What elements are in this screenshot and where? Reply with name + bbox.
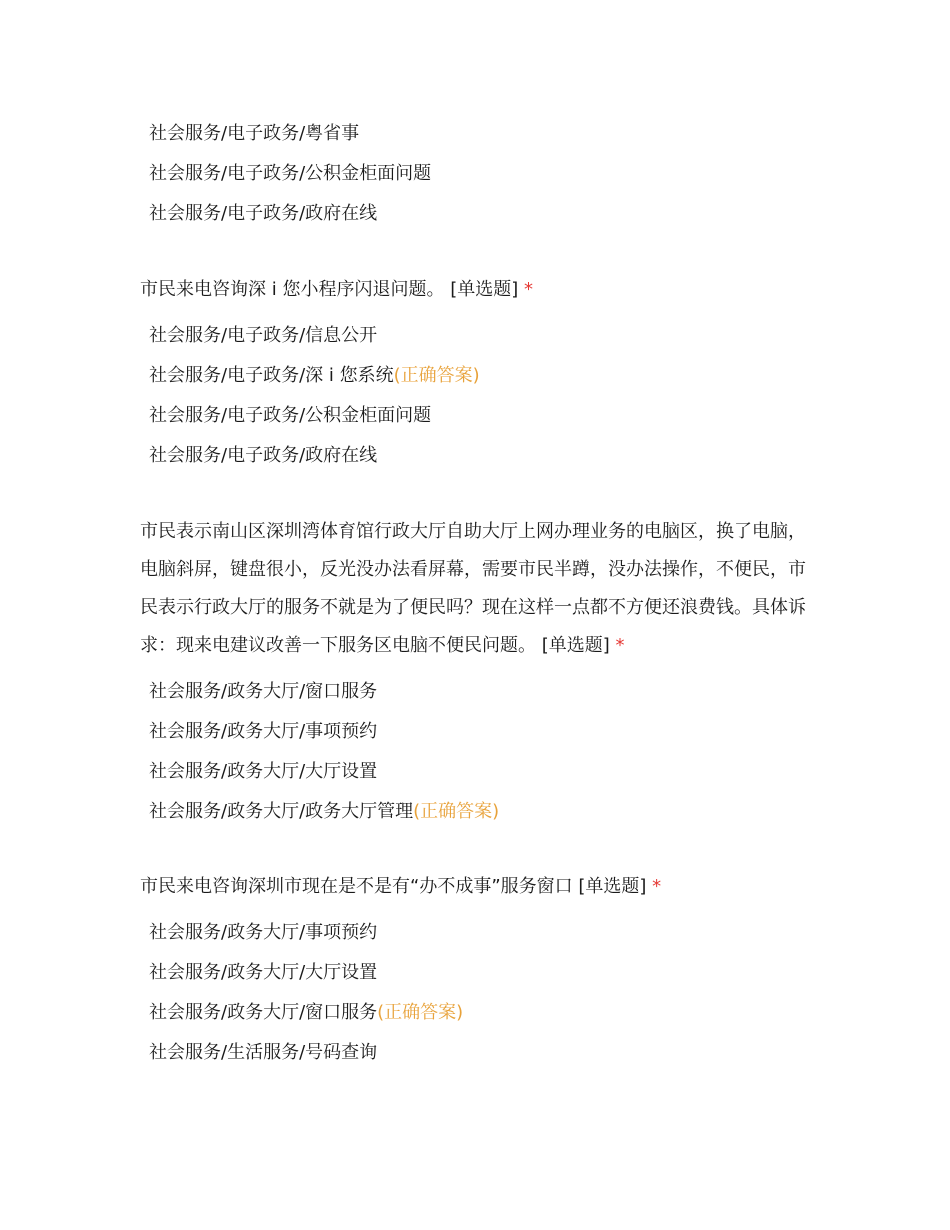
option-label: 社会服务/政务大厅/事项预约 — [149, 721, 378, 742]
correct-answer-tag: (正确答案) — [413, 801, 500, 822]
option-item — [0, 672, 499, 712]
option-item — [0, 154, 431, 194]
required-mark: * — [523, 279, 533, 300]
question-type: [单选题] — [541, 635, 610, 656]
option-label: 社会服务/政务大厅/窗口服务 — [149, 1002, 378, 1023]
option-item — [0, 953, 463, 993]
option-item — [0, 1033, 463, 1073]
question-type: [单选题] — [578, 876, 647, 897]
option-list-q3 — [0, 913, 463, 1073]
question-3 — [0, 868, 820, 906]
option-item — [0, 712, 499, 752]
option-label: 社会服务/电子政务/政府在线 — [149, 445, 378, 466]
option-item-correct — [0, 792, 499, 832]
option-item — [0, 436, 480, 476]
option-label: 社会服务/电子政务/公积金柜面问题 — [149, 163, 432, 184]
option-item — [0, 316, 480, 356]
option-list-previous — [0, 114, 431, 234]
question-type: [单选题] — [450, 279, 519, 300]
option-label: 社会服务/政务大厅/政务大厅管理 — [149, 801, 414, 822]
option-item — [0, 396, 480, 436]
option-label: 社会服务/政务大厅/大厅设置 — [149, 962, 378, 983]
option-label: 社会服务/政务大厅/事项预约 — [149, 922, 378, 943]
option-label: 社会服务/电子政务/信息公开 — [149, 325, 378, 346]
option-list-q1 — [0, 316, 480, 476]
option-label: 社会服务/电子政务/政府在线 — [149, 203, 378, 224]
correct-answer-tag: (正确答案) — [393, 365, 480, 386]
option-item — [0, 752, 499, 792]
option-item — [0, 114, 431, 154]
question-text: 市民表示南山区深圳湾体育馆行政大厅自助大厅上网办理业务的电脑区，换了电脑，电脑斜屏，键盘很小，反光没办法看屏幕，需要市民半蹲，没办法操作，不便民，市民表示行政大厅的服务不就是为了便民吗？现在这样一点都不方便还浪费钱。具体诉求：现来电建议改善一下服务区电脑不便民问题。 — [140, 521, 806, 656]
required-mark: * — [615, 635, 625, 656]
option-item-correct — [0, 356, 480, 396]
question-2 — [0, 513, 820, 665]
option-label: 社会服务/电子政务/粤省事 — [149, 123, 360, 144]
option-list-q2 — [0, 672, 499, 832]
option-label: 社会服务/生活服务/号码查询 — [149, 1042, 378, 1063]
option-item-correct — [0, 993, 463, 1033]
option-label: 社会服务/电子政务/深 i 您系统 — [149, 365, 394, 386]
question-text: 市民来电咨询深圳市现在是不是有“办不成事”服务窗口 — [140, 876, 573, 897]
option-item — [0, 194, 431, 234]
question-text: 市民来电咨询深 i 您小程序闪退问题。 — [140, 279, 445, 300]
correct-answer-tag: (正确答案) — [377, 1002, 464, 1023]
option-label: 社会服务/政务大厅/窗口服务 — [149, 681, 378, 702]
option-item — [0, 913, 463, 953]
question-1 — [0, 271, 820, 309]
option-label: 社会服务/电子政务/公积金柜面问题 — [149, 405, 432, 426]
option-label: 社会服务/政务大厅/大厅设置 — [149, 761, 378, 782]
required-mark: * — [652, 876, 662, 897]
